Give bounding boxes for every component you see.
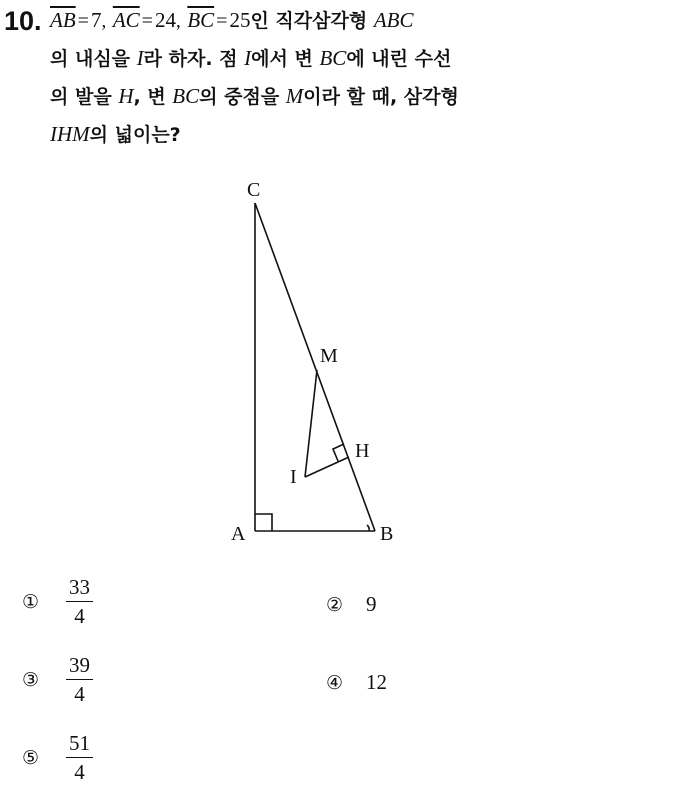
label-a: A — [231, 523, 246, 545]
label-h: H — [355, 440, 370, 462]
choice-1[interactable] — [22, 577, 93, 627]
comma: , — [101, 11, 107, 32]
segment-ab: $\overline{AB}$ — [50, 8, 76, 32]
choice-marker: ③ — [22, 669, 40, 691]
text-midpoint: 의 중점을 — [199, 86, 280, 108]
denominator: 4 — [74, 604, 85, 628]
fraction — [66, 577, 93, 627]
segment-bc: $\overline{BC}$ — [187, 8, 215, 32]
point-i: I — [136, 46, 144, 70]
numerator: 33 — [66, 577, 93, 602]
label-m: M — [320, 345, 338, 367]
choice-4[interactable] — [326, 670, 387, 695]
choice-value: 9 — [366, 592, 377, 616]
side-bc: BC — [319, 46, 347, 70]
text-side: , 변 — [133, 86, 166, 108]
text-triangle: 이라 할 때, 삼각형 — [303, 86, 459, 108]
fraction — [66, 655, 93, 705]
bc-length: 25 — [229, 8, 251, 32]
choice-5[interactable] — [22, 733, 93, 783]
choice-value: 12 — [366, 670, 387, 694]
choice-marker: ④ — [326, 671, 344, 694]
equals-sign: = — [77, 10, 89, 32]
text-from-point: 에서 변 — [251, 48, 313, 70]
fraction — [66, 733, 93, 783]
choice-2[interactable] — [326, 592, 377, 617]
equals-sign: = — [216, 10, 228, 32]
text-let: 라 하자. 점 — [143, 48, 238, 70]
equals-sign: = — [141, 10, 153, 32]
choice-marker: ⑤ — [22, 747, 40, 769]
side-bc: BC — [172, 84, 200, 108]
text-area-question: 의 넓이는? — [89, 124, 181, 146]
denominator: 4 — [74, 760, 85, 784]
comma: , — [175, 11, 181, 32]
label-i: I — [290, 466, 297, 488]
label-c: C — [247, 179, 261, 201]
ac-length: 24 — [154, 8, 176, 32]
point-h: H — [118, 84, 134, 108]
label-b: B — [380, 523, 394, 545]
choice-marker: ① — [22, 591, 40, 613]
numerator: 39 — [66, 655, 93, 680]
segment-mi — [305, 370, 317, 477]
denominator: 4 — [74, 682, 85, 706]
triangle-ihm: IHM — [50, 122, 90, 146]
text-foot: 의 발을 — [50, 86, 112, 108]
side-cb — [255, 203, 375, 531]
point-m: M — [285, 84, 304, 108]
right-angle-mark-a — [255, 514, 272, 531]
text-right-triangle: 인 직각삼각형 — [250, 10, 368, 32]
question-number: 10. — [4, 6, 42, 36]
segment-ih — [305, 457, 349, 477]
point-i: I — [244, 46, 252, 70]
right-angle-mark-h — [333, 444, 344, 461]
angle-mark-b — [367, 525, 369, 531]
numerator: 51 — [66, 733, 93, 758]
choice-marker: ② — [326, 593, 344, 616]
segment-ac: $\overline{AC}$ — [112, 8, 140, 32]
text-perpendicular: 에 내린 수선 — [346, 48, 452, 70]
text-incenter: 의 내심을 — [50, 48, 131, 70]
choice-3[interactable] — [22, 655, 93, 705]
triangle-abc: ABC — [373, 8, 414, 32]
ab-length: 7 — [90, 8, 102, 32]
